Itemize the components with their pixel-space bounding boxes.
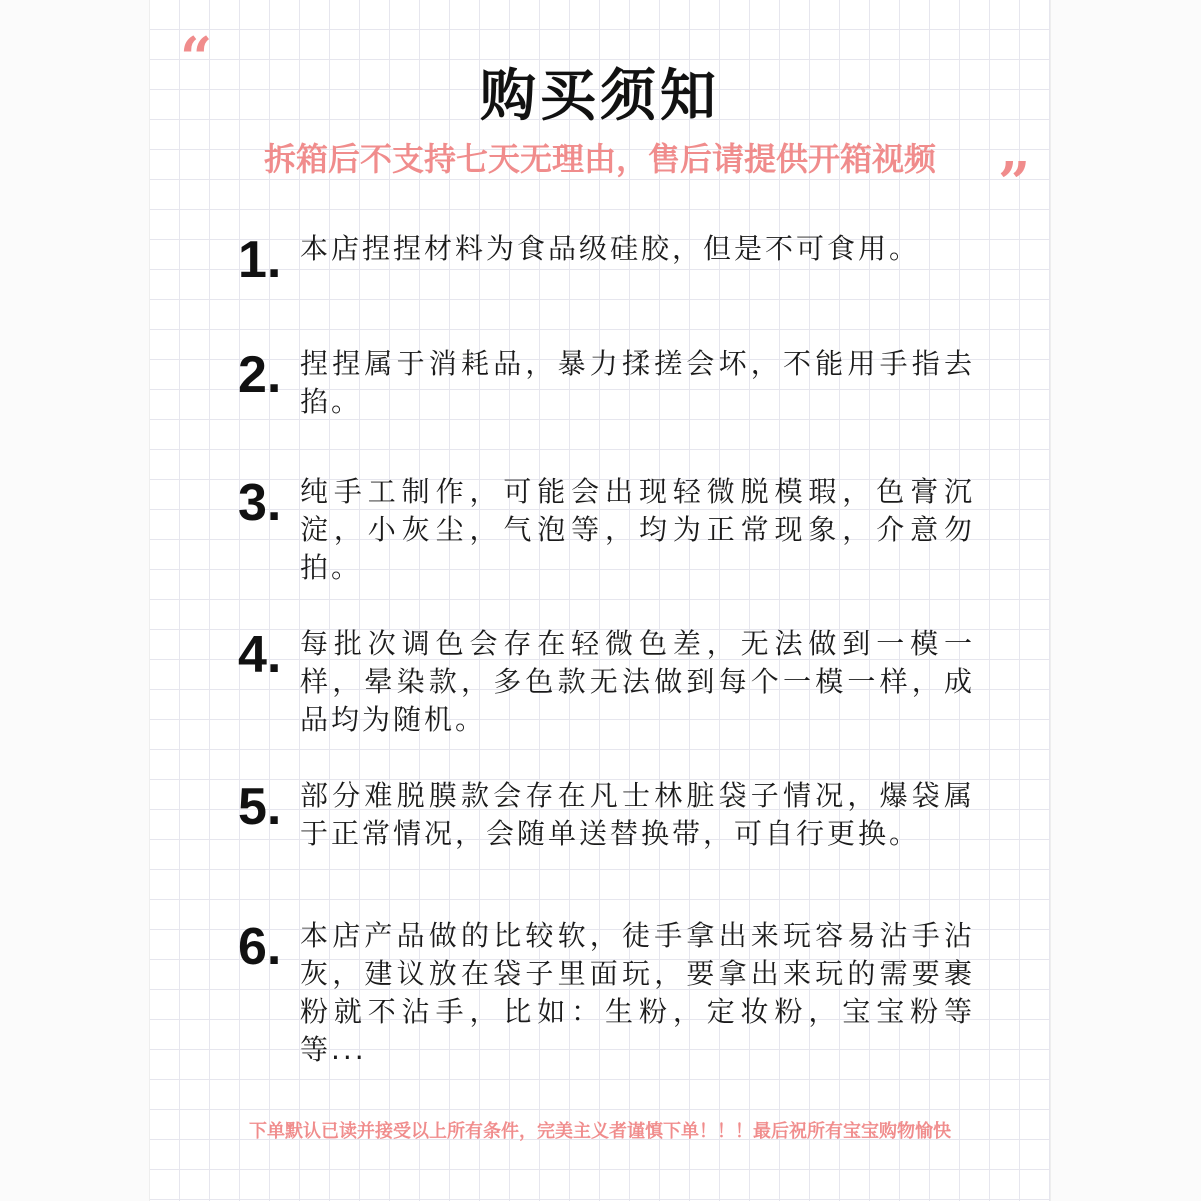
item-number: 2.	[238, 346, 282, 404]
page-title: 购买须知	[480, 64, 720, 129]
notice-card	[150, 0, 1050, 1201]
item-text: 每批次调色会存在轻微色差，无法做到一模一样，晕染款，多色款无法做到每个一模一样，成品均为随机。	[300, 627, 975, 736]
item-number: 4.	[238, 626, 282, 684]
item-number: 1.	[238, 231, 282, 289]
item-number: 6.	[238, 918, 282, 976]
item-text: 捏捏属于消耗品，暴力揉搓会坏，不能用手指去掐。	[300, 347, 975, 418]
item-number: 3.	[238, 474, 282, 532]
subtitle: 拆箱后不支持七天无理由，售后请提供开箱视频	[263, 140, 936, 178]
item-text: 纯手工制作，可能会出现轻微脱模瑕，色膏沉淀，小灰尘，气泡等，均为正常现象，介意勿拍。	[300, 475, 975, 584]
footer-note: 下单默认已读并接受以上所有条件，完美主义者谨慎下单！！！最后祝所有宝宝购物愉快	[249, 1121, 951, 1142]
item-text: 本店捏捏材料为食品级硅胶，但是不可食用。	[300, 232, 921, 265]
open-quote-icon: “	[180, 25, 213, 91]
item-text: 本店产品做的比较软，徒手拿出来玩容易沾手沾灰，建议放在袋子里面玩，要拿出来玩的需要裹粉就不沾手，比如：生粉，定妆粉，宝宝粉等等...	[300, 919, 975, 1066]
item-number: 5.	[238, 778, 282, 836]
item-text: 部分难脱膜款会存在凡士林脏袋子情况，爆袋属于正常情况，会随单送替换带，可自行更换。	[300, 779, 975, 850]
close-quote-icon: ”	[998, 150, 1031, 216]
